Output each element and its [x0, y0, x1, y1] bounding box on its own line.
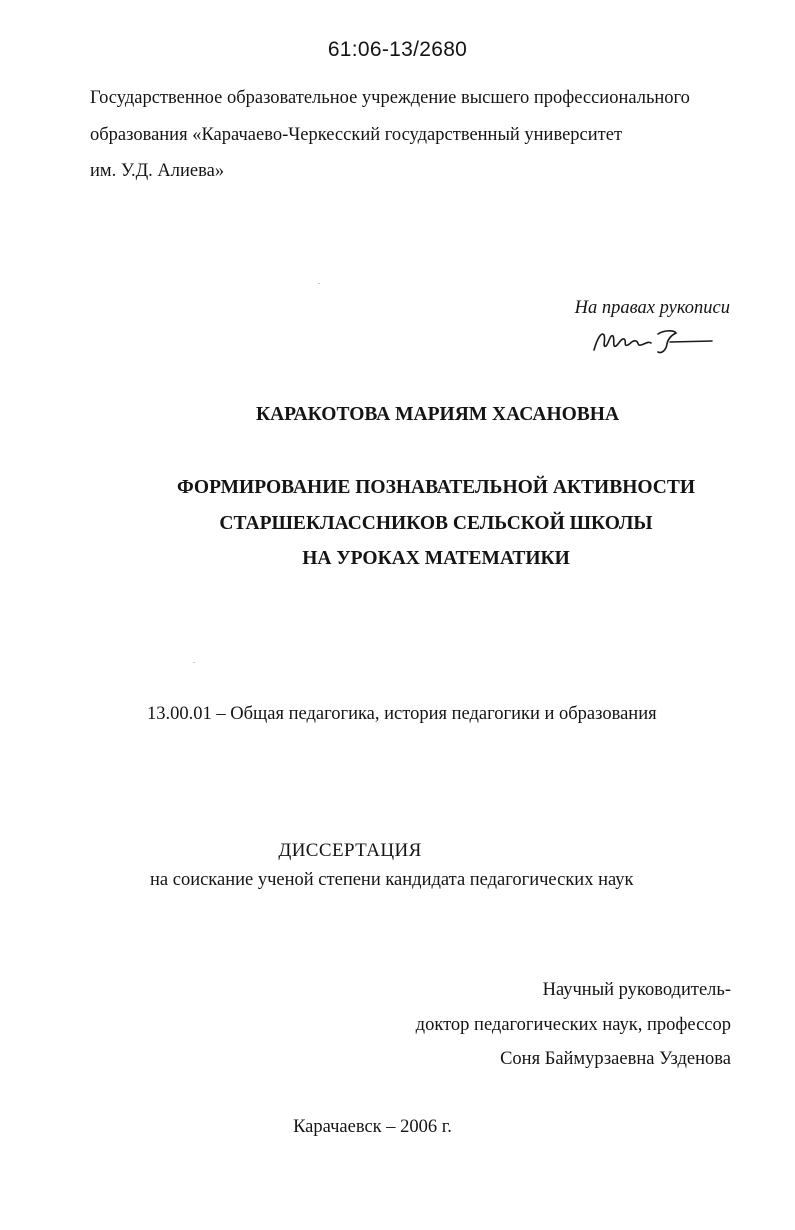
- degree-purpose: на соискание ученой степени кандидата педагогических наук: [150, 870, 634, 890]
- title-line-1: ФОРМИРОВАНИЕ ПОЗНАВАТЕЛЬНОЙ АКТИВНОСТИ: [176, 477, 696, 498]
- manuscript-rights-note: На правах рукописи: [574, 298, 730, 318]
- title-line-3: НА УРОКАХ МАТЕМАТИКИ: [302, 548, 570, 569]
- institution-line-2: образования «Карачаево-Черкесский государственный университет: [90, 125, 623, 145]
- specialty-code: 13.00.01 – Общая педагогика, история педагогики и образования: [147, 704, 657, 724]
- place-and-year: Карачаевск – 2006 г.: [293, 1117, 452, 1137]
- catalog-number: 61:06-13/2680: [327, 38, 468, 61]
- document-type: ДИССЕРТАЦИЯ: [278, 840, 422, 861]
- author-name: КАРАКОТОВА МАРИЯМ ХАСАНОВНА: [255, 404, 620, 425]
- institution-line-1: Государственное образовательное учреждение высшего профессионального: [90, 88, 690, 108]
- scan-speck: [318, 283, 320, 284]
- supervisor-credentials: доктор педагогических наук, профессор: [415, 1015, 731, 1035]
- title-line-2: СТАРШЕКЛАССНИКОВ СЕЛЬСКОЙ ШКОЛЫ: [219, 513, 653, 534]
- supervisor-name: Соня Баймурзаевна Узденова: [500, 1049, 731, 1069]
- handwritten-signature: [588, 326, 713, 356]
- scan-speck: [193, 662, 195, 663]
- supervisor-role: Научный руководитель-: [542, 980, 731, 1000]
- institution-line-3: им. У.Д. Алиева»: [90, 161, 225, 181]
